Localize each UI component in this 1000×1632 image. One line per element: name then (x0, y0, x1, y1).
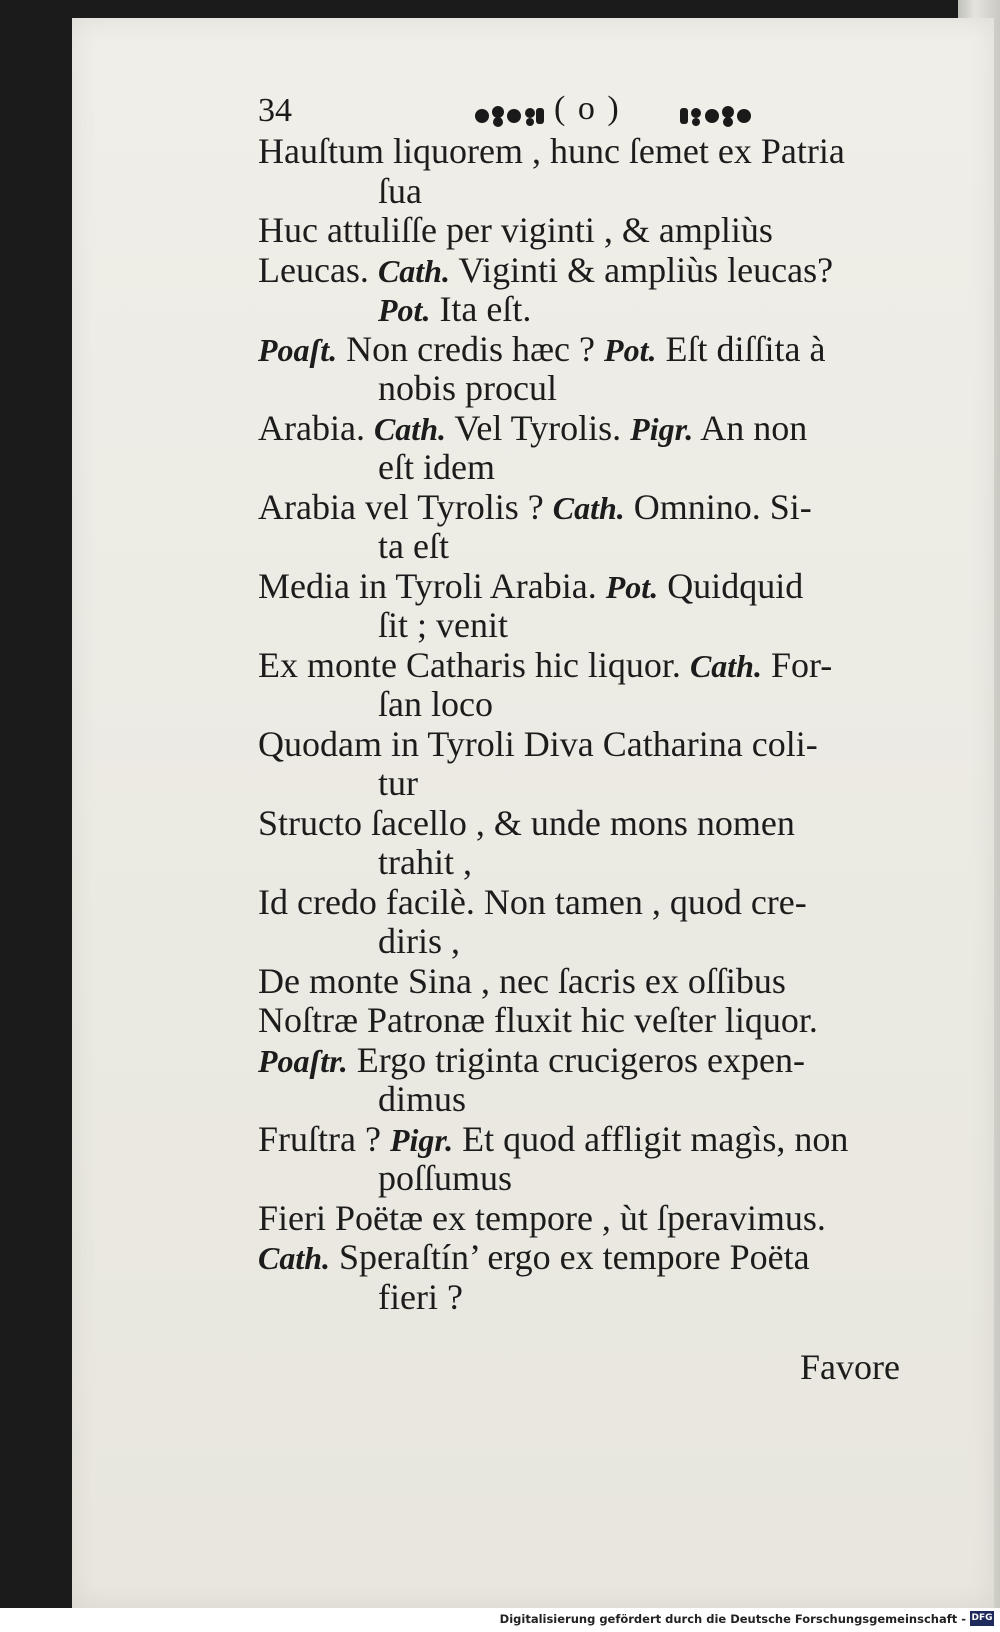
verse-text: Id credo facilè. Non tamen , quod cre- (258, 881, 807, 922)
verse-line (258, 646, 958, 686)
verse-line (258, 1001, 958, 1041)
verse-line-continuation (258, 1278, 958, 1318)
verse-line-continuation (258, 606, 958, 646)
verse-text: An non (693, 407, 808, 448)
verse-line (258, 132, 958, 172)
speaker-name: Pot. (605, 568, 659, 605)
verse-text: Ita eſt. (430, 289, 532, 329)
verse-text: Fieri Poëtæ ex tempore , ùt ſperavimus. (258, 1197, 826, 1238)
verse-text: Ex monte Catharis hic liquor. (258, 644, 690, 685)
verse-line-continuation (258, 922, 958, 962)
verse-line-continuation (258, 685, 958, 725)
speaker-name: Cath. (258, 1240, 331, 1276)
ornament-right-icon (676, 102, 754, 130)
verse-line-continuation (258, 1159, 958, 1199)
verse-line (258, 1199, 958, 1239)
verse-line-continuation (258, 843, 958, 883)
verse-text: dimus (378, 1079, 467, 1119)
verse-text: fieri ? (378, 1276, 463, 1317)
verse-line (258, 804, 958, 844)
verse-text: trahit , (378, 842, 472, 882)
verse-line (258, 409, 958, 449)
verse-text: diris , (378, 921, 461, 961)
verse-text: Eſt diſſita à (656, 328, 826, 369)
verse-text: nobis procul (378, 368, 557, 408)
verse-text: poſſumus (378, 1158, 513, 1198)
verse-text: Media in Tyroli Arabia. (258, 565, 606, 606)
verse-line (258, 883, 958, 923)
verse-line (258, 251, 958, 291)
verse-text: Arabia. (258, 407, 374, 448)
verse-text-body (258, 132, 958, 1317)
speaker-name: Cath. (552, 489, 625, 526)
verse-line (258, 488, 958, 528)
speaker-name: Pigr. (389, 1121, 454, 1158)
verse-line-continuation (258, 290, 958, 330)
page-number: 34 (258, 92, 292, 129)
ornament-center: ( o ) (554, 90, 621, 127)
verse-text: Et quod affligit magìs, non (453, 1118, 849, 1159)
verse-line (258, 330, 958, 370)
verse-text: Hauſtum liquorem , hunc ſemet ex Patria (258, 131, 845, 171)
verse-line-continuation (258, 369, 958, 409)
verse-text: ſua (378, 170, 422, 211)
speaker-name: Pigr. (630, 410, 694, 447)
speaker-name: Poaſt. (258, 331, 338, 368)
verse-text: Arabia vel Tyrolis ? (258, 486, 553, 527)
speaker-name: Cath. (377, 252, 450, 289)
catchword: Favore (800, 1347, 900, 1387)
dfg-logo: DFG (970, 1611, 994, 1626)
verse-text: For- (761, 644, 833, 685)
verse-text: Fruſtra ? (258, 1118, 390, 1159)
verse-text: tur (378, 763, 418, 803)
verse-line (258, 567, 958, 607)
verse-text: Non credis hæc ? (337, 328, 605, 369)
verse-line (258, 725, 958, 765)
verse-text: De monte Sina , nec ſacris ex oſſibus (258, 960, 786, 1001)
footer-credit: Digitalisierung gefördert durch die Deutsche Forschungsgemeinschaft - (499, 1612, 966, 1626)
verse-text: Structo ſacello , & unde mons nomen (258, 802, 795, 843)
verse-text: Huc attuliſſe per viginti , & ampliùs (258, 210, 773, 250)
verse-line-continuation (258, 764, 958, 804)
verse-text: ſan loco (378, 684, 493, 724)
verse-text: Quidquid (658, 565, 804, 606)
verse-line (258, 211, 958, 251)
verse-line-continuation (258, 1080, 958, 1120)
verse-text: Ergo triginta crucigeros expen- (347, 1039, 805, 1080)
verse-text: eſt idem (378, 447, 495, 487)
verse-line-continuation (258, 448, 958, 488)
verse-text: Vel Tyrolis. (445, 407, 631, 448)
verse-text: Speraſtín’ ergo ex tempore Poëta (330, 1237, 810, 1277)
verse-text: Omnino. Si- (624, 486, 812, 527)
digitization-footer (0, 1608, 1000, 1632)
speaker-name: Cath. (689, 647, 762, 684)
verse-text: Noſtræ Patronæ fluxit hic veſter liquor. (258, 1000, 818, 1040)
verse-line (258, 962, 958, 1002)
verse-line (258, 1120, 958, 1160)
verse-line-continuation (258, 527, 958, 567)
verse-text: ſit ; venit (378, 605, 508, 645)
verse-line (258, 1041, 958, 1081)
verse-line (258, 1238, 958, 1278)
verse-text: ta eſt (378, 526, 449, 566)
verse-text: Leucas. (258, 249, 378, 290)
ornament-left-icon (472, 102, 550, 130)
verse-line-continuation (258, 172, 958, 212)
verse-text: Viginti & ampliùs leucas? (449, 249, 834, 290)
speaker-name: Cath. (373, 410, 446, 447)
verse-text: Quodam in Tyroli Diva Catharina coli- (258, 723, 818, 764)
speaker-name: Poaſtr. (258, 1042, 348, 1079)
speaker-name: Pot. (378, 292, 431, 328)
speaker-name: Pot. (604, 331, 657, 368)
